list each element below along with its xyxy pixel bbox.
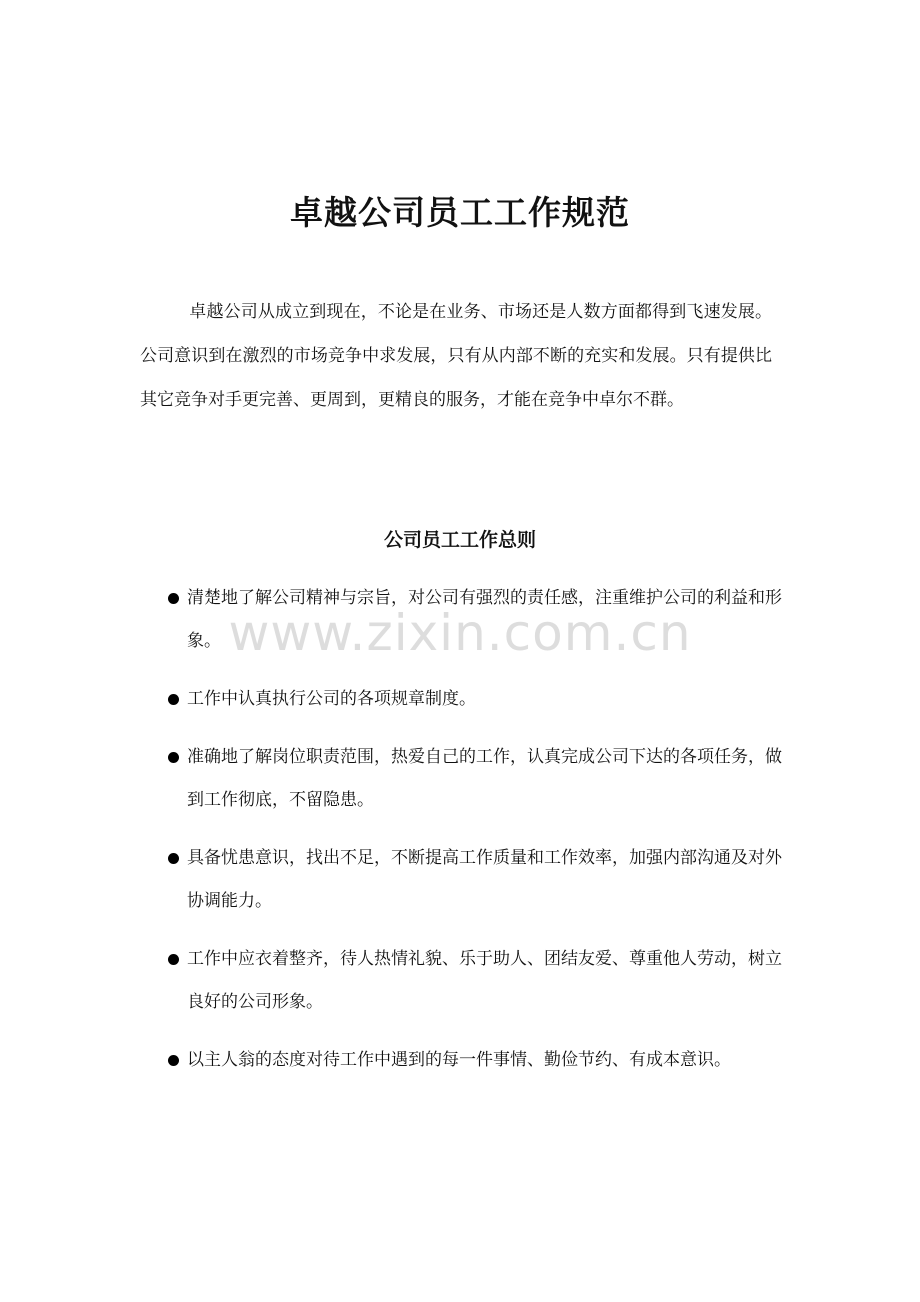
rule-text: 准确地了解岗位职责范围，热爱自己的工作，认真完成公司下达的各项任务，做到工作彻底，不留隐患。 xyxy=(187,747,782,810)
bullet-icon xyxy=(168,593,179,604)
rule-item xyxy=(166,678,782,721)
rule-item xyxy=(166,577,782,663)
document-title: 卓越公司员工工作规范 xyxy=(290,193,630,232)
bullet-icon xyxy=(168,1055,179,1066)
rule-item xyxy=(166,1039,782,1082)
bullet-icon xyxy=(168,752,179,763)
rule-text: 具备忧患意识，找出不足，不断提高工作质量和工作效率，加强内部沟通及对外协调能力。 xyxy=(187,848,782,911)
bullet-icon xyxy=(168,954,179,965)
rule-item xyxy=(166,837,782,923)
watermark: www.zixin.com.cn xyxy=(228,604,692,662)
rule-text: 工作中认真执行公司的各项规章制度。 xyxy=(187,689,476,709)
intro-paragraph: 卓越公司从成立到现在，不论是在业务、市场还是人数方面都得到飞速发展。公司意识到在激烈的市场竞争中求发展，只有从内部不断的充实和发展。只有提供比其它竞争对手更完善、更周到，更精良的服务，才能在竞争中卓尔不群。 xyxy=(140,302,772,410)
rules-list xyxy=(166,577,782,1097)
rule-text: 清楚地了解公司精神与宗旨，对公司有强烈的责任感，注重维护公司的利益和形象。 xyxy=(187,588,782,651)
rule-text: 工作中应衣着整齐，待人热情礼貌、乐于助人、团结友爱、尊重他人劳动，树立良好的公司形象。 xyxy=(187,949,782,1012)
bullet-icon xyxy=(168,853,179,864)
rule-text: 以主人翁的态度对待工作中遇到的每一件事情、勤俭节约、有成本意识。 xyxy=(187,1050,731,1070)
bullet-icon xyxy=(168,694,179,705)
section-heading: 公司员工工作总则 xyxy=(383,529,536,551)
rule-item xyxy=(166,938,782,1024)
rule-item xyxy=(166,736,782,822)
